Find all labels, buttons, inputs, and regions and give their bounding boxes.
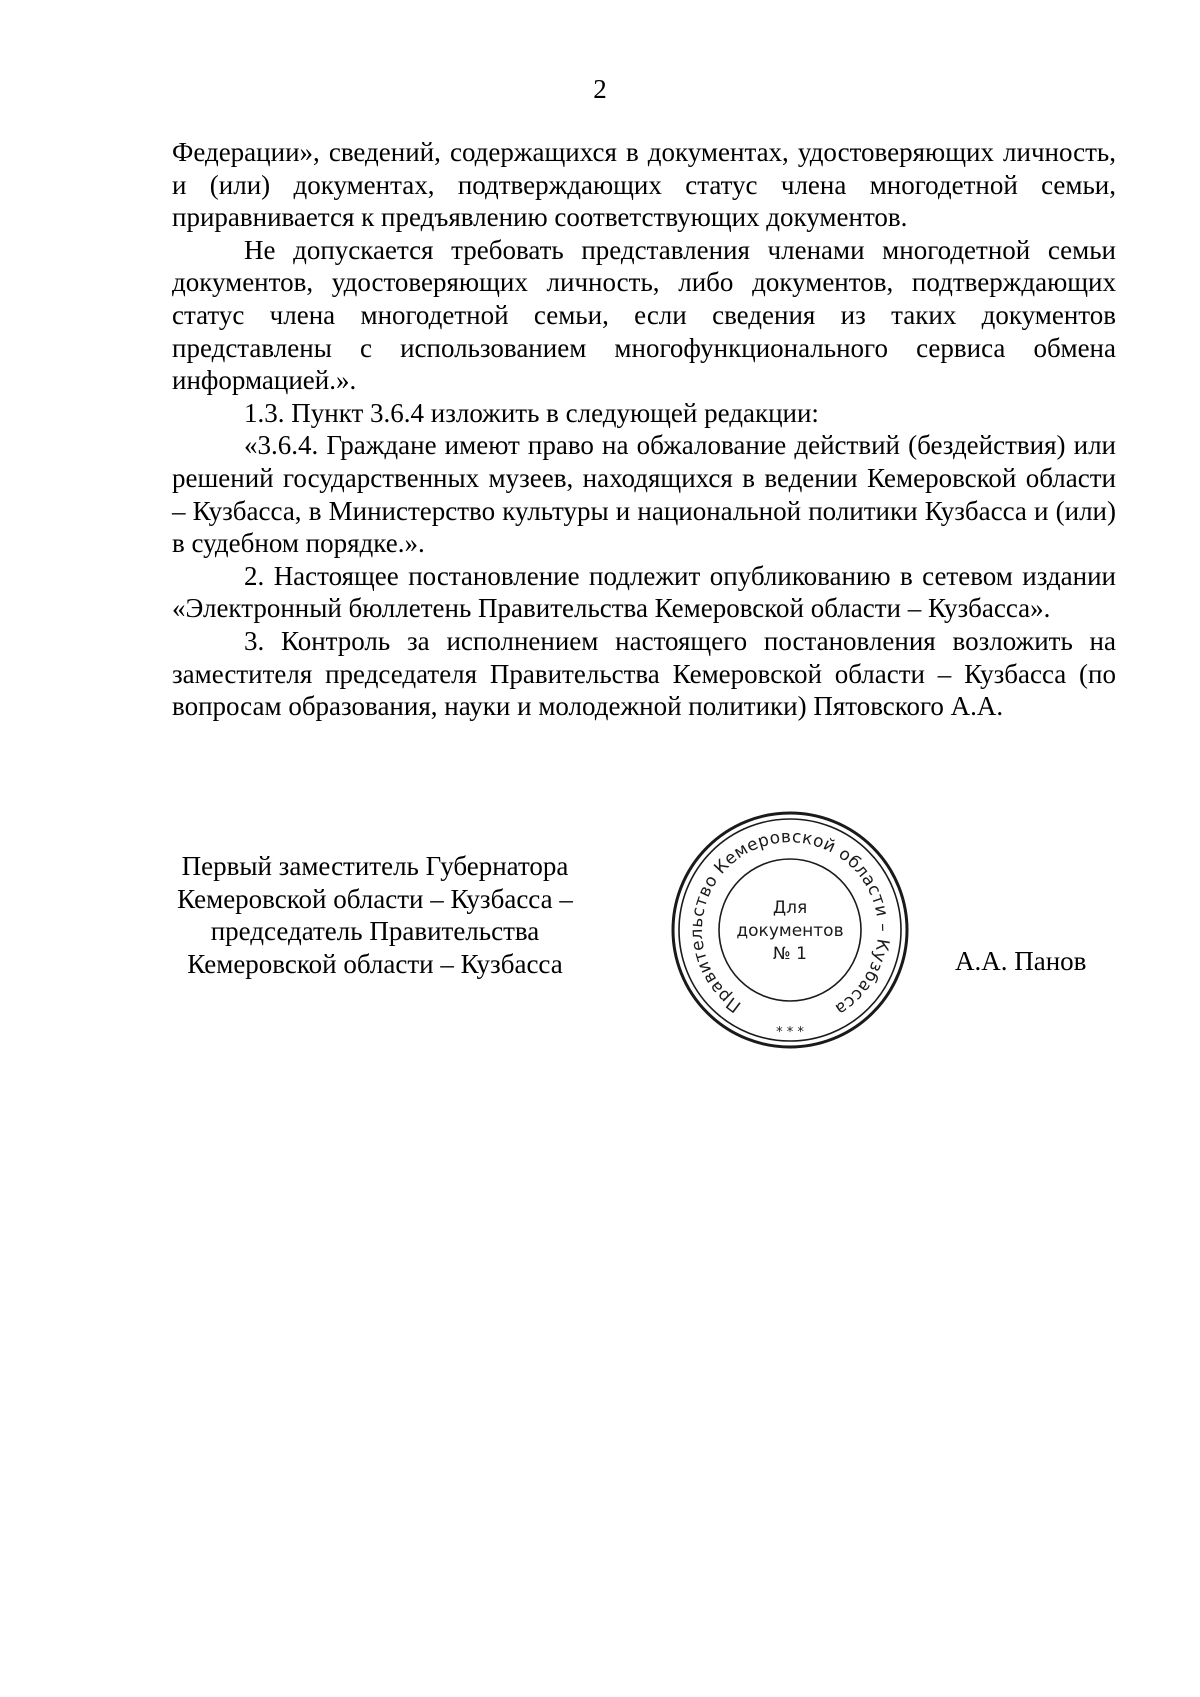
stamp-center-line: № 1 xyxy=(773,944,807,964)
paragraph: Федерации», сведений, содержащихся в документах, удостоверяющих личность, и (или) документах, подтверждающих статус члена многодетной семьи, приравнивается к предъявлению соответствующих документов. xyxy=(172,137,1116,233)
paragraph: 2. Настоящее постановление подлежит опубликованию в сетевом издании «Электронный бюллетень Правительства Кемеровской области – Кузбасса». xyxy=(172,560,1116,624)
paragraph: Не допускается требовать представления членами многодетной семьи документов, удостоверяющих личность, либо документов, подтверждающих статус члена многодетной семьи, если сведения из таких документов представлены с использованием многофункционального сервиса обмена информацией.». xyxy=(172,234,1116,396)
stamp-center-line: Для xyxy=(772,898,808,918)
paragraph: 1.3. Пункт 3.6.4 изложить в следующей редакции: xyxy=(244,397,819,428)
paragraph: 3. Контроль за исполнением настоящего постановления возложить на заместителя председателя Правительства Кемеровской области – Кузбасса (по вопросам образования, науки и молодежной политики) Пятовского А.А. xyxy=(172,625,1116,722)
signer-title-line: председатель Правительства xyxy=(210,916,540,946)
signer-name: А.А. Панов xyxy=(955,946,1087,976)
signer-title-line: Кемеровской области – Кузбасса xyxy=(187,948,563,979)
signer-title-line: Кемеровской области – Кузбасса – xyxy=(177,883,573,914)
document-body xyxy=(172,136,1116,723)
stamp-bottom-marks: * * * xyxy=(776,1025,804,1040)
official-stamp-seal xyxy=(670,810,910,1050)
signer-title xyxy=(150,850,600,980)
page-number: 2 xyxy=(593,74,607,104)
stamp-center-line: документов xyxy=(736,921,844,941)
paragraph: «3.6.4. Граждане имеют право на обжалование действий (бездействия) или решений государственных музеев, находящихся в ведении Кемеровской области – Кузбасса, в Министерство культуры и национальной политики Кузбасса и (или) в судебном порядке.». xyxy=(172,430,1116,559)
signer-title-line: Первый заместитель Губернатора xyxy=(181,851,569,881)
stamp-ring-text-path: Правительство Кемеровской области – Кузбасса xyxy=(686,827,894,1020)
